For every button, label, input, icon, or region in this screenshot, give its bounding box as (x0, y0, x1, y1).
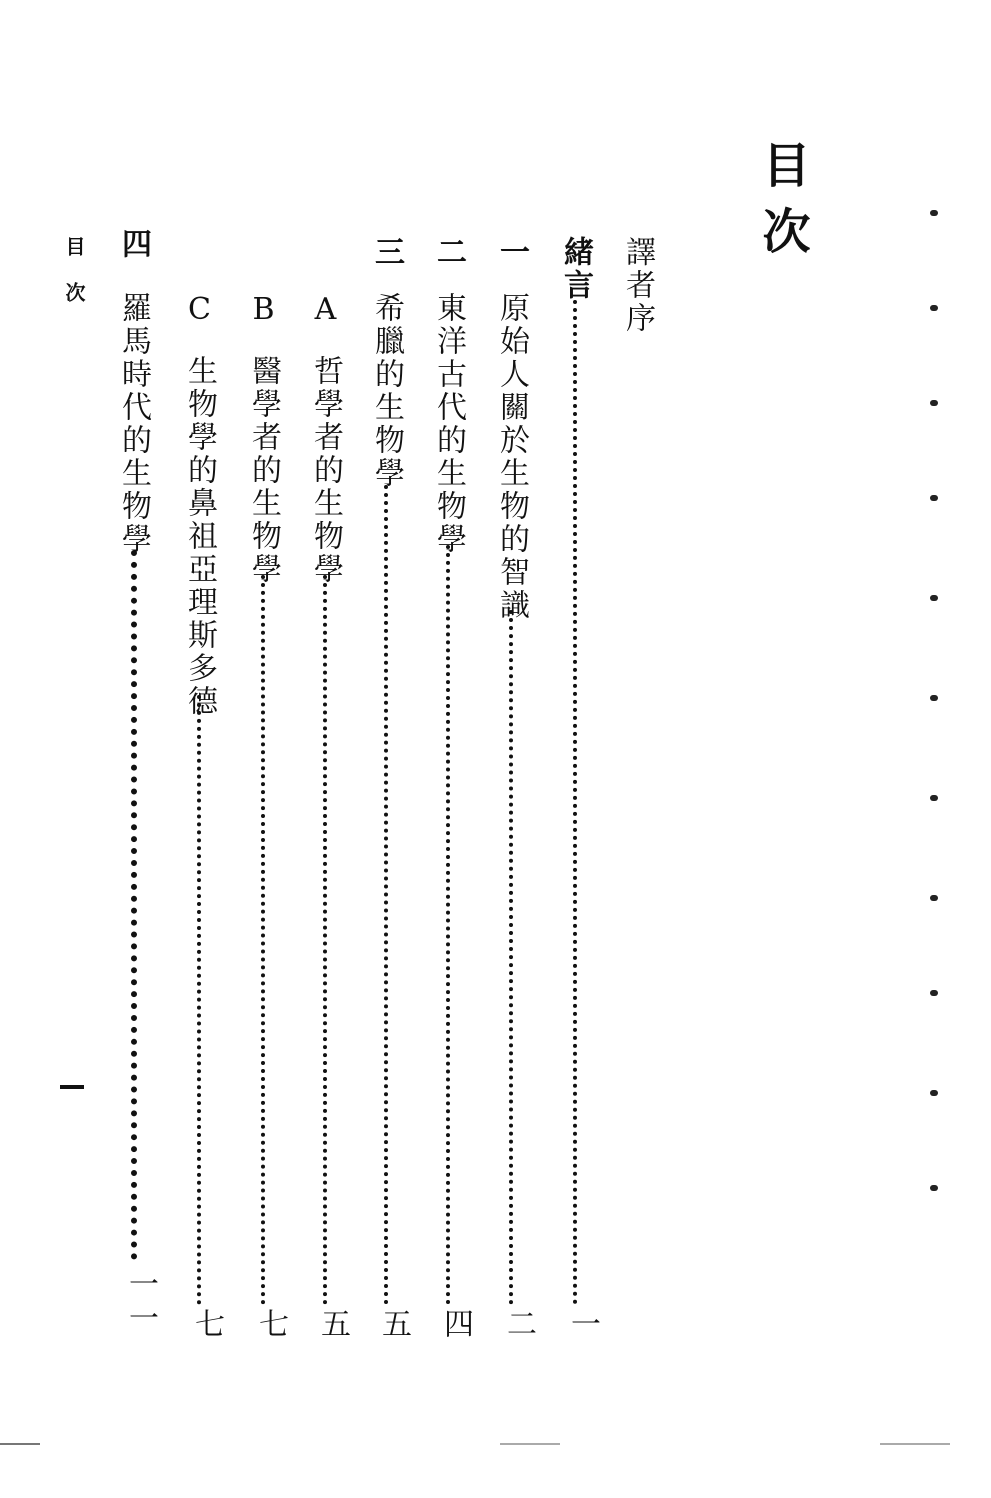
toc-entry-label: 希臘的生物學 (369, 292, 404, 490)
toc-page-number: 七 (253, 1308, 288, 1342)
toc-entry-label: 譯者序 (620, 236, 655, 335)
toc-entry-label: 哲學者的生物學 (308, 355, 343, 586)
toc-entry-label: 緒言 (558, 236, 593, 302)
toc-page-number: 七 (189, 1308, 224, 1342)
running-header: 目次 (62, 236, 86, 328)
binding-marks (928, 200, 944, 1300)
toc-entry-number: 一 (494, 236, 529, 266)
toc-entry-number: 四 (116, 228, 151, 258)
toc-entry-number: A (308, 292, 343, 327)
toc-entry-number: 二 (431, 236, 466, 266)
dot-leader (131, 550, 137, 1260)
toc-entry-label: 羅馬時代的生物學 (116, 292, 151, 556)
page-title: 目次 (754, 140, 810, 272)
toc-page-number: 一一 (123, 1268, 158, 1336)
scan-rule (880, 1443, 950, 1445)
toc-page-number: 五 (315, 1308, 350, 1342)
toc-entry-label: 生物學的鼻祖亞理斯多德 (182, 355, 217, 718)
dot-leader (573, 300, 577, 1305)
dot-leader (323, 575, 327, 1305)
toc-page-number: 四 (438, 1308, 473, 1342)
toc-entry-number: 三 (369, 236, 404, 266)
toc-page-number: 二 (501, 1308, 536, 1342)
toc-page-number: 五 (376, 1308, 411, 1342)
dot-leader (384, 485, 388, 1305)
dot-leader (197, 695, 201, 1305)
toc-page-number: 一 (565, 1308, 600, 1342)
toc-entry-label: 原始人關於生物的智識 (494, 292, 529, 622)
dot-leader (509, 610, 513, 1305)
scan-rule (0, 1443, 40, 1445)
dot-leader (261, 575, 265, 1305)
toc-entry-label: 醫學者的生物學 (246, 355, 281, 586)
scan-rule (500, 1443, 560, 1445)
folio-page-number (60, 1085, 84, 1089)
toc-entry-number: B (246, 292, 281, 327)
toc-entry-number: C (182, 292, 217, 327)
toc-entry-label: 東洋古代的生物學 (431, 292, 466, 556)
dot-leader (446, 545, 450, 1305)
